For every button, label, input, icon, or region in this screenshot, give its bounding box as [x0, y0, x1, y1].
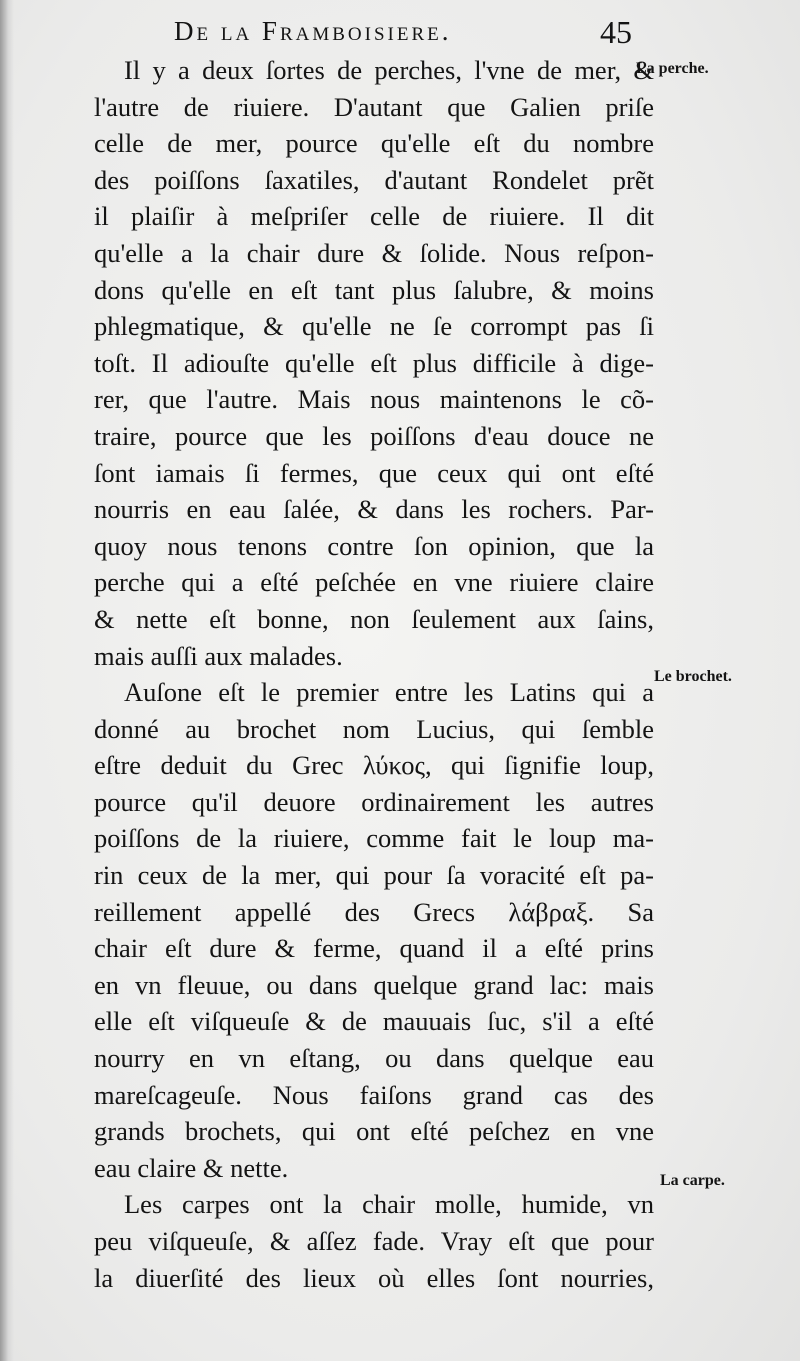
text-line: Les carpes ont la chair molle, humide, vn — [124, 1189, 654, 1220]
text-line: celle de mer, pource qu'elle eſt du nombre — [94, 128, 654, 159]
text-line: dons qu'elle en eſt tant plus ſalubre, & moins — [94, 274, 654, 305]
text-line: Auſone eſt le premier entre les Latins qui a — [124, 677, 654, 708]
marginal-note-brochet: Le brochet. — [654, 668, 732, 685]
running-head: De la Framboisiere. — [174, 16, 452, 46]
text-line: mais auſſi aux malades. — [94, 640, 343, 671]
gutter-shadow — [0, 0, 14, 1361]
text-line: Il y a deux ſortes de perches, l'vne de mer, & — [124, 55, 654, 85]
text-line: eſtre deduit du Grec λύκος, qui ſignifie loup, — [94, 750, 654, 781]
marginal-note-perche: La perche. — [636, 60, 709, 77]
body-text — [94, 52, 654, 1296]
text-line: peu viſqueuſe, & aſſez fade. Vray eſt que pour — [94, 1226, 654, 1256]
text-line: reillement appellé des Grecs λάβραξ. Sa — [94, 896, 654, 927]
text-line: rin ceux de la mer, qui pour ſa voracité eſt pa- — [94, 860, 654, 891]
text-line: mareſcageuſe. Nous faiſons grand cas des — [94, 1079, 654, 1110]
text-line: ſont iamais ſi fermes, que ceux qui ont eſté — [94, 457, 654, 488]
text-line: nourry en vn eſtang, ou dans quelque eau — [94, 1043, 654, 1074]
text-line: chair eſt dure & ferme, quand il a eſté prins — [94, 933, 654, 964]
text-line: en vn fleuue, ou dans quelque grand lac: mais — [94, 969, 654, 1000]
text-line: donné au brochet nom Lucius, qui ſemble — [94, 713, 654, 744]
text-line: la diuerſité des lieux où elles ſont nourries, — [94, 1262, 654, 1293]
text-line: des poiſſons ſaxatiles, d'autant Rondelet prẽt — [94, 164, 654, 195]
text-line: grands brochets, qui ont eſté peſchez en vne — [94, 1116, 654, 1147]
text-line: elle eſt viſqueuſe & de mauuais ſuc, s'il a eſté — [94, 1006, 654, 1037]
text-line: qu'elle a la chair dure & ſolide. Nous reſpon- — [94, 237, 654, 268]
page-header — [174, 16, 644, 52]
text-line: nourris en eau ſalée, & dans les rochers. Par- — [94, 494, 654, 525]
text-line: pource qu'il deuore ordinairement les autres — [94, 786, 654, 817]
text-line: l'autre de riuiere. D'autant que Galien priſe — [94, 91, 654, 122]
text-line: & nette eſt bonne, non ſeulement aux ſains, — [94, 603, 654, 634]
page-number: 45 — [600, 14, 632, 50]
text-line: toſt. Il adiouſte qu'elle eſt plus difficile à dige- — [94, 347, 654, 378]
text-line: traire, pource que les poiſſons d'eau douce ne — [94, 420, 654, 451]
marginal-note-carpe: La carpe. — [660, 1172, 725, 1189]
text-line: quoy nous tenons contre ſon opinion, que la — [94, 530, 654, 561]
text-line: eau claire & nette. — [94, 1152, 289, 1183]
text-line: phlegmatique, & qu'elle ne ſe corrompt pas ſi — [94, 311, 654, 342]
text-line: il plaiſir à meſpriſer celle de riuiere. Il dit — [94, 201, 654, 232]
text-line: poiſſons de la riuiere, comme fait le loup ma- — [94, 823, 654, 854]
text-line: perche qui a eſté peſchée en vne riuiere claire — [94, 567, 654, 598]
text-line: rer, que l'autre. Mais nous maintenons le cõ- — [94, 384, 654, 415]
